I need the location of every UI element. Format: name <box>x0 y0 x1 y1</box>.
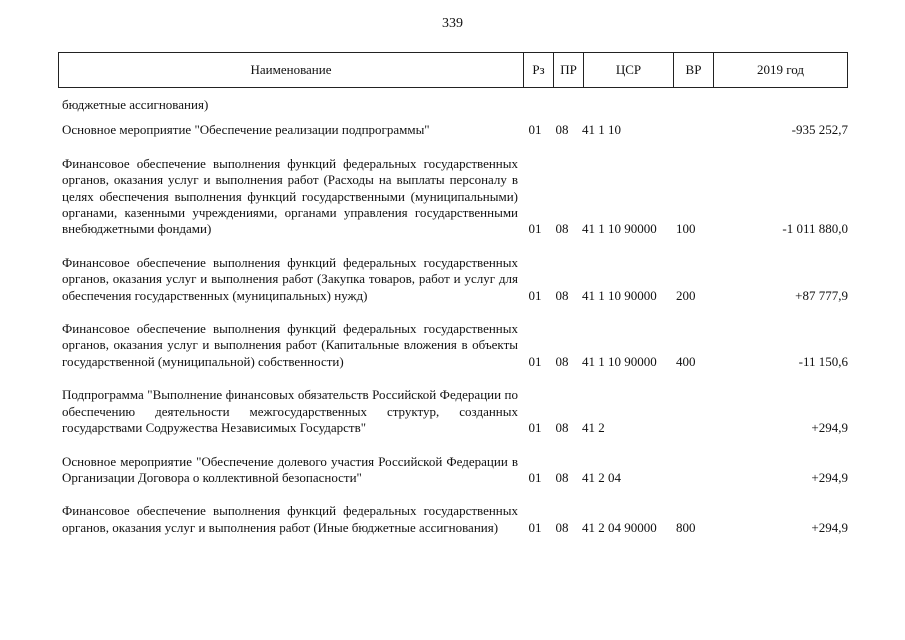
row-name: бюджетные ассигнования) <box>62 97 209 112</box>
row-vr: 100 <box>676 221 696 237</box>
row-rz: 01 <box>528 353 542 369</box>
row-pr: 08 <box>555 287 569 303</box>
row-name: Финансовое обеспечение выполнения функций федеральных государственных органов, оказания услуг и выполнения работ (Закупка товаров, работ и услуг для обеспечения государственных (муниципальных) нужд) <box>62 254 518 303</box>
row-csr: 41 1 10 <box>582 122 621 138</box>
row-value: +294,9 <box>811 519 848 535</box>
header-pr: ПР <box>553 53 583 87</box>
table-row <box>62 255 848 304</box>
header-name: Наименование <box>250 62 332 77</box>
row-rz: 01 <box>528 519 542 535</box>
row-vr: 400 <box>676 353 696 369</box>
row-csr: 41 1 10 90000 <box>582 353 657 369</box>
row-value: -11 150,6 <box>798 353 848 369</box>
row-value: -935 252,7 <box>791 122 848 138</box>
page-number: 339 <box>442 16 463 31</box>
table-row <box>62 156 848 238</box>
row-name: Финансовое обеспечение выполнения функций федеральных государственных органов, оказания услуг и выполнения работ (Капитальные вложения в объекты государственной (муниципальной) собственности) <box>62 321 518 369</box>
header-year: 2019 год <box>713 53 847 87</box>
table-body <box>62 97 848 553</box>
row-name: Основное мероприятие "Обеспечение реализации подпрограммы" <box>62 122 430 138</box>
row-rz: 01 <box>528 469 542 485</box>
table-row <box>62 122 848 138</box>
row-value: -1 011 880,0 <box>782 221 848 237</box>
row-pr: 08 <box>555 122 569 138</box>
row-rz: 01 <box>528 221 542 237</box>
row-pr: 08 <box>555 353 569 369</box>
row-name: Основное мероприятие "Обеспечение долевого участия Российской Федерации в Организации Договора о коллективной безопасности" <box>62 453 518 485</box>
header-rz: Рз <box>523 53 553 87</box>
row-pr: 08 <box>555 420 569 436</box>
row-csr: 41 2 <box>582 420 605 436</box>
table-row <box>62 503 848 536</box>
table-row <box>62 387 848 436</box>
header-vr: ВР <box>673 53 713 87</box>
row-csr: 41 2 04 90000 <box>582 519 657 535</box>
row-vr: 800 <box>676 519 696 535</box>
table-row <box>62 97 848 113</box>
header-csr: ЦСР <box>583 53 673 87</box>
row-csr: 41 2 04 <box>582 469 621 485</box>
row-value: +87 777,9 <box>795 287 848 303</box>
table-row <box>62 454 848 487</box>
row-pr: 08 <box>555 469 569 485</box>
row-rz: 01 <box>528 287 542 303</box>
table-header <box>58 52 848 88</box>
row-pr: 08 <box>555 221 569 237</box>
row-name: Финансовое обеспечение выполнения функций федеральных государственных органов, оказания услуг и выполнения работ (Иные бюджетные ассигнования) <box>62 503 518 535</box>
table-row <box>62 321 848 370</box>
row-rz: 01 <box>528 420 542 436</box>
row-csr: 41 1 10 90000 <box>582 287 657 303</box>
row-csr: 41 1 10 90000 <box>582 221 657 237</box>
row-vr: 200 <box>676 287 696 303</box>
row-value: +294,9 <box>811 469 848 485</box>
row-name: Подпрограмма "Выполнение финансовых обязательств Российской Федерации по обеспечению деятельности межгосударственных структур, созданных государствами Содружества Независимых Государств" <box>62 387 518 436</box>
row-value: +294,9 <box>811 420 848 436</box>
row-name: Финансовое обеспечение выполнения функций федеральных государственных органов, оказания услуг и выполнения работ (Расходы на выплаты персоналу в целях обеспечения выполнения функций государственными (муниципальными) органами, казенными учреждениями, органами управления государственными внебюджетными фондами) <box>62 155 518 237</box>
row-pr: 08 <box>555 519 569 535</box>
row-rz: 01 <box>528 122 542 138</box>
